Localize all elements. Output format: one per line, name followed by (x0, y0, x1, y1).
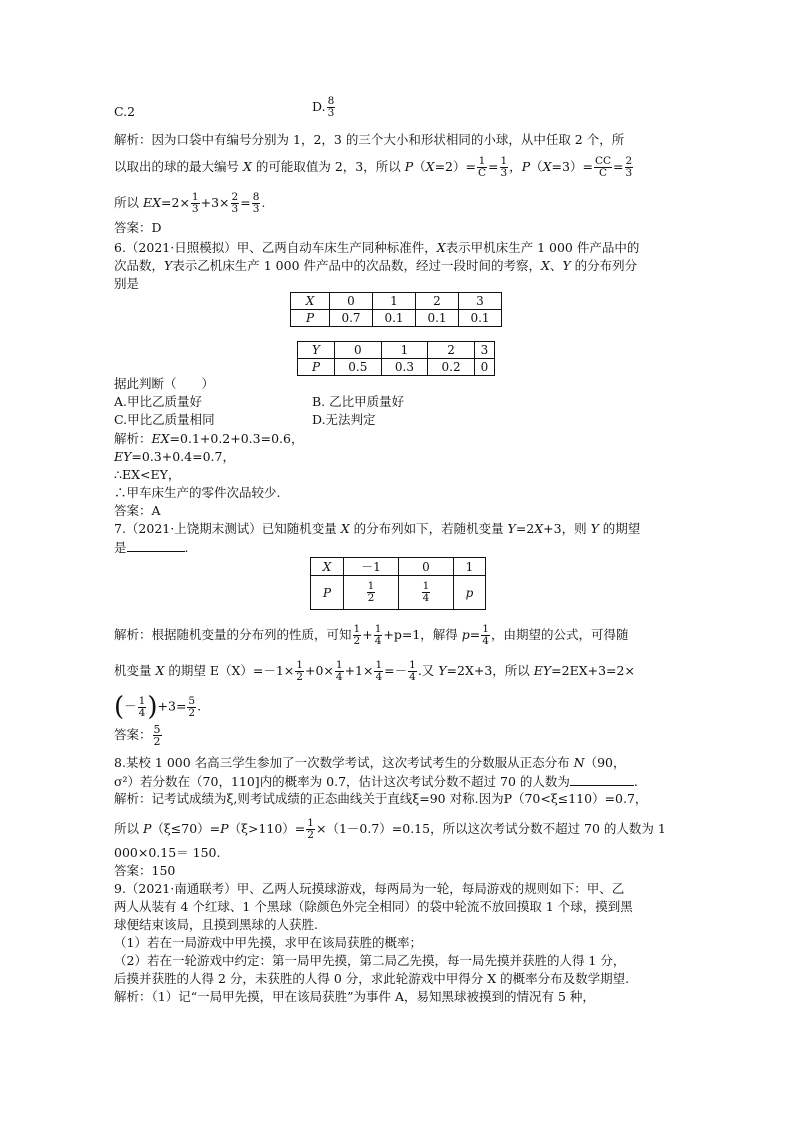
q9-stem-line-2: 两人从装有 4 个红球、1 个黑球（除颜色外完全相同）的袋中轮流不放回摸取 1 个球，摸到黑 (114, 899, 633, 914)
q5-option-d: D. $\frac{8}{3}$ (312, 95, 335, 119)
answer-blank (570, 773, 634, 786)
q6-answer: 答案：A (114, 503, 161, 518)
q6-option-c: C.甲比乙质量相同 (114, 412, 215, 427)
q8-solution-line-2: 所以 P（ξ≤70）=P（ξ>110）= $\frac{1}{2}$ ×（1－0.7）=0.15，所以这次考试分数不超过 70 的人数为 1 (114, 817, 666, 841)
q6-solution-line-3: ∴EX<EY， (114, 467, 181, 482)
table-row: P 0.5 0.3 0.2 0 (298, 359, 495, 376)
q8-answer: 答案：150 (114, 863, 176, 878)
fraction: $\frac{8}{3}$ (327, 95, 335, 119)
q7-solution-line-3: (－ $\frac{1}{4}$ )+3= $\frac{5}{2}$ . (114, 692, 202, 722)
q6-distribution-table-y (297, 341, 495, 376)
q6-stem-line-2: 次品数，Y表示乙机床生产 1 000 件产品中的次品数，经过一段时间的考察，X、Y 的分布列分 (114, 258, 638, 273)
answer-blank (127, 539, 185, 552)
q8-solution-line-1: 解析：记考试成绩为ξ,则考试成绩的正态曲线关于直线ξ=90 对称.因为P（70<ξ≤110）=0.7， (114, 791, 648, 806)
q8-solution-line-3: 000×0.15＝ 150. (114, 845, 221, 860)
q9-solution-line-1: 解析：（1）记“一局甲先摸，甲在该局获胜”为事件 A，易知黑球被摸到的情况有 5 种， (114, 989, 595, 1004)
q9-stem-line-3: 球便结束该局，且摸到黑球的人获胜. (114, 917, 318, 932)
q5-solution-line-2: 以取出的球的最大编号 X 的可能取值为 2，3，所以 P（X=2）= $\frac{1}{C}$ = $\frac{1}{3}$ ，P（X=3）= $\frac{CC}{C}$ = $\frac{2}{3}$ (114, 155, 633, 179)
q6-stem-line-1: 6.（2021·日照模拟）甲、乙两自动车床生产同种标准件，X表示甲机床生产 1 000 件产品中的 (114, 240, 640, 255)
q8-stem-line-1: 8.某校 1 000 名高三学生参加了一次数学考试，这次考试考生的分数服从正态分布 N（90， (114, 755, 626, 770)
q9-part-2-line-2: 后摸并获胜的人得 2 分，未获胜的人得 0 分，求此轮游戏中甲得分 X 的概率分布及数学期望. (114, 971, 630, 986)
q6-stem-line-3: 别是 (114, 276, 140, 291)
q6-solution-line-1: 解析：EX=0.1+0.2+0.3=0.6， (114, 431, 304, 446)
q9-stem-line-1: 9.（2021·南通联考）甲、乙两人玩摸球游戏，每两局为一轮，每局游戏的规则如下：甲、乙 (114, 881, 625, 896)
table-row: P 0.7 0.1 0.1 0.1 (291, 310, 502, 327)
q6-options-row-1 (114, 394, 405, 410)
q6-judge: 据此判断（ ） (114, 376, 215, 391)
q6-solution-line-4: ∴甲车床生产的零件次品较少. (114, 485, 281, 500)
q6-distribution-table-x (290, 292, 502, 327)
q7-answer: 答案： $\frac{5}{2}$ (114, 723, 161, 748)
q7-stem-line-1: 7.（2021·上饶期末测试）已知随机变量 X 的分布列如下，若随机变量 Y=2X+3，则 Y 的期望 (114, 521, 641, 536)
q5-answer: 答案：D (114, 220, 162, 235)
table-header-row: Y 0 1 2 3 (298, 342, 495, 359)
q5-solution-line-1: 解析：因为口袋中有编号分别为 1，2，3 的三个大小和形状相同的小球，从中任取 2 个，所 (114, 132, 625, 147)
q7-solution-line-1: 解析：根据随机变量的分布列的性质，可知 $\frac{1}{2}$ + $\frac{1}{4}$ +p=1，解得 p= $\frac{1}{4}$ ，由期望的公式，可得随 (114, 623, 629, 647)
q7-stem-line-2: 是 . (114, 540, 189, 555)
q6-option-a: A.甲比乙质量好 (114, 394, 203, 409)
q6-option-d: D.无法判定 (312, 412, 376, 427)
table-header-row: X 0 1 2 3 (291, 293, 502, 310)
q5-solution-line-3: 所以 EX=2× $\frac{1}{3}$ +3× $\frac{2}{3}$ = $\frac{8}{3}$ . (114, 191, 266, 215)
q7-distribution-table (310, 557, 486, 610)
q6-options-row-2 (114, 412, 376, 428)
q5-options (114, 95, 335, 120)
table-header-row: X －1 0 1 (311, 558, 486, 576)
q6-solution-line-2: EY=0.3+0.4=0.7， (114, 449, 235, 464)
table-row: P $\frac{1}{2}$ $\frac{1}{4}$ p (311, 576, 486, 610)
q9-part-1: （1）若在一局游戏中甲先摸，求甲在该局获胜的概率； (114, 935, 422, 950)
q6-option-b: B. 乙比甲质量好 (312, 394, 405, 409)
q7-solution-line-2: 机变量 X 的期望 E（X）=－1× $\frac{1}{2}$ +0× $\frac{1}{4}$ +1× $\frac{1}{4}$ =－ $\frac{1}{4}$ .又 Y=2X+3，所以 EY=2EX+3=2× (114, 659, 635, 683)
q5-option-c: C.2 (114, 104, 136, 119)
q9-part-2-line-1: （2）若在一轮游戏中约定：第一局甲先摸，第二局乙先摸，每一局先摸并获胜的人得 1 分， (114, 953, 626, 968)
q8-stem-line-2: σ²）若分数在（70，110]内的概率为 0.7，估计这次考试分数不超过 70 的人数为 . (114, 774, 638, 789)
